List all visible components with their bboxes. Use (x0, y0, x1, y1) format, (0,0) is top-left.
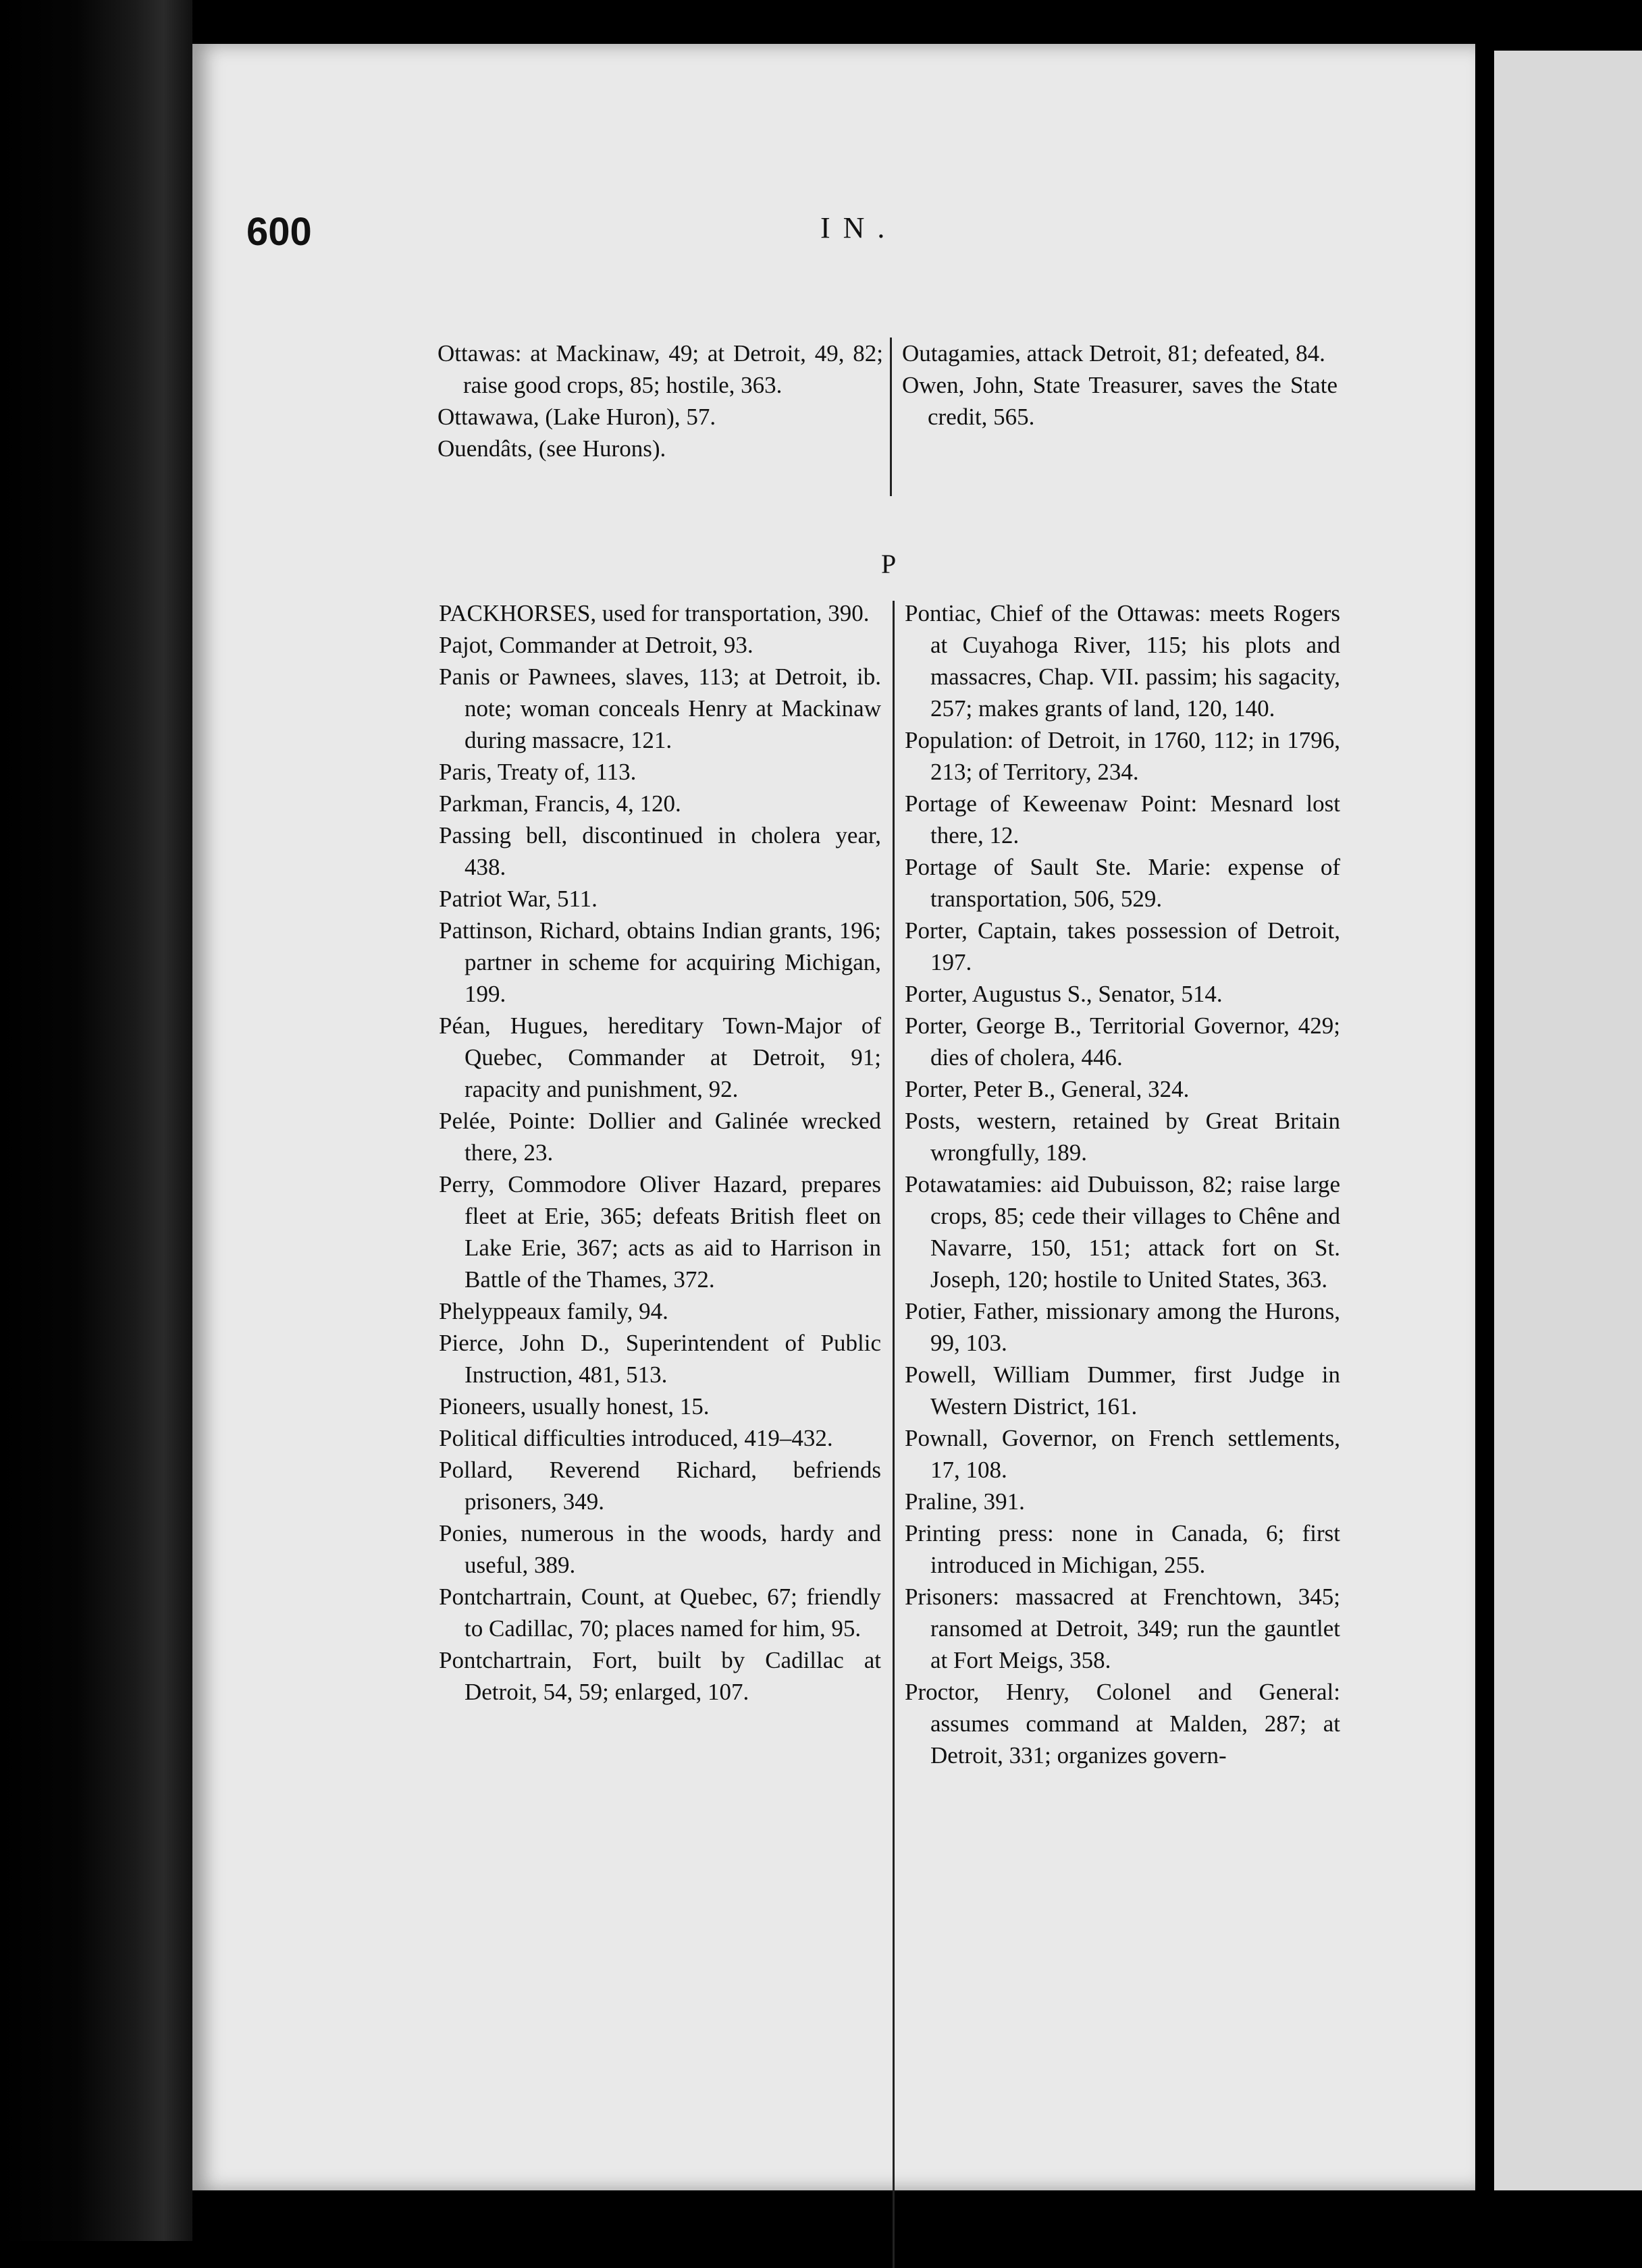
index-entry: Porter, Augustus S., Senator, 514. (905, 981, 1223, 1007)
column-rule (893, 601, 895, 2268)
index-entry: Printing press: none in Canada, 6; first introduced in Michigan, 255. (905, 1520, 1340, 1578)
index-entry: Péan, Hugues, hereditary Town-Major of Quebec, Commander at Detroit, 91; rapacity and punishment, 92. (439, 1013, 881, 1102)
index-entry: Pajot, Commander at Detroit, 93. (439, 632, 753, 658)
facing-page-edge (1494, 51, 1642, 2190)
index-entry: Ouendâts, (see Hurons). (438, 435, 666, 462)
index-entry: PACKHORSES, used for transportation, 390. (439, 600, 870, 626)
index-entry: Pierce, John D., Superintendent of Public Instruction, 481, 513. (439, 1330, 881, 1388)
index-entry: Paris, Treaty of, 113. (439, 759, 637, 785)
index-entry: Pownall, Governor, on French settlements, 17, 108. (905, 1425, 1340, 1483)
index-entry: Ottawas: at Mackinaw, 49; at Detroit, 49, 82; raise good crops, 85; hostile, 363. (438, 340, 883, 398)
film-edge (0, 0, 192, 2241)
index-entry: Perry, Commodore Oliver Hazard, prepares fleet at Erie, 365; defeats British fleet on Lake Erie, 367; acts as aid to Harrison in Battle of the Thames, 372. (439, 1171, 881, 1293)
index-entry: Owen, John, State Treasurer, saves the State credit, 565. (902, 372, 1338, 430)
index-entry: Portage of Sault Ste. Marie: expense of transportation, 506, 529. (905, 854, 1340, 912)
index-entry: Potawatamies: aid Dubuisson, 82; raise large crops, 85; cede their villages to Chêne and Navarre, 150, 151; attack fort on St. Joseph, 120; hostile to United States, 363. (905, 1171, 1340, 1293)
index-column-top-right (902, 338, 1338, 433)
index-entry: Prisoners: massacred at Frenchtown, 345; ransomed at Detroit, 349; run the gauntlet at Fort Meigs, 358. (905, 1584, 1340, 1673)
index-entry: Pontchartrain, Fort, built by Cadillac at Detroit, 54, 59; enlarged, 107. (439, 1647, 881, 1705)
index-entry: Pioneers, usually honest, 15. (439, 1393, 710, 1420)
index-entry: Population: of Detroit, in 1760, 112; in 1796, 213; of Territory, 234. (905, 727, 1340, 785)
index-entry: Phelyppeaux family, 94. (439, 1298, 668, 1324)
section-letter: P (881, 549, 897, 579)
index-entry: Pattinson, Richard, obtains Indian grants, 196; partner in scheme for acquiring Michigan, 199. (439, 917, 881, 1007)
index-entry: Proctor, Henry, Colonel and General: assumes command at Malden, 287; at Detroit, 331; organizes govern- (905, 1679, 1340, 1769)
index-column-bottom-left (439, 597, 881, 1708)
index-entry: Outagamies, attack Detroit, 81; defeated, 84. (902, 340, 1325, 367)
index-entry: Pelée, Pointe: Dollier and Galinée wrecked there, 23. (439, 1108, 881, 1166)
index-entry: Pontchartrain, Count, at Quebec, 67; friendly to Cadillac, 70; places named for him, 95. (439, 1584, 881, 1642)
index-entry: Porter, Captain, takes possession of Detroit, 197. (905, 917, 1340, 975)
index-entry: Powell, William Dummer, first Judge in Western District, 161. (905, 1361, 1340, 1420)
index-entry: Praline, 391. (905, 1488, 1025, 1515)
running-head: I N . (820, 211, 888, 244)
index-entry: Porter, Peter B., General, 324. (905, 1076, 1190, 1102)
index-entry: Posts, western, retained by Great Britain wrongfully, 189. (905, 1108, 1340, 1166)
index-column-top-left (438, 338, 883, 464)
index-entry: Parkman, Francis, 4, 120. (439, 790, 681, 817)
page-number: 600 (246, 210, 312, 254)
index-entry: Portage of Keweenaw Point: Mesnard lost there, 12. (905, 790, 1340, 848)
index-entry: Panis or Pawnees, slaves, 113; at Detroit, ib. note; woman conceals Henry at Mackinaw during massacre, 121. (439, 664, 881, 753)
index-entry: Passing bell, discontinued in cholera year, 438. (439, 822, 881, 880)
index-entry: Porter, George B., Territorial Governor, 429; dies of cholera, 446. (905, 1013, 1340, 1071)
index-column-bottom-right (905, 597, 1340, 1771)
index-entry: Potier, Father, missionary among the Hurons, 99, 103. (905, 1298, 1340, 1356)
index-entry: Political difficulties introduced, 419–432. (439, 1425, 833, 1451)
index-entry: Patriot War, 511. (439, 886, 598, 912)
index-entry: Ottawawa, (Lake Huron), 57. (438, 404, 716, 430)
column-rule (890, 338, 892, 496)
index-entry: Pollard, Reverend Richard, befriends prisoners, 349. (439, 1457, 881, 1515)
index-entry: Pontiac, Chief of the Ottawas: meets Rogers at Cuyahoga River, 115; his plots and massacres, Chap. VII. passim; his sagacity, 257; makes grants of land, 120, 140. (905, 600, 1340, 722)
index-entry: Ponies, numerous in the woods, hardy and useful, 389. (439, 1520, 881, 1578)
